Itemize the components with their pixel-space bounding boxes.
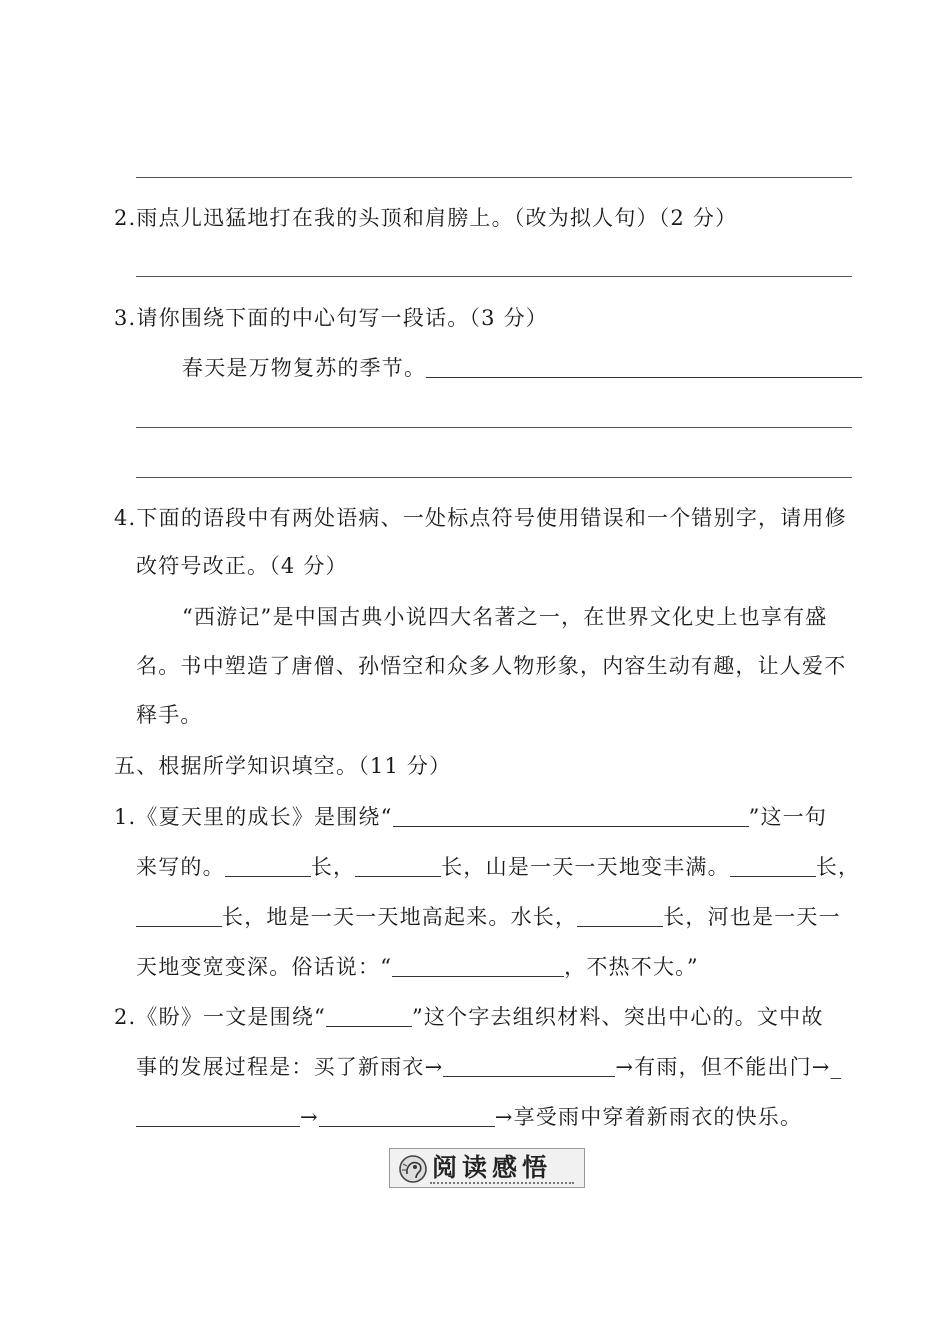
s5-item1-text: 长， (310, 855, 356, 879)
passage-line-2: 名。书中塑造了唐僧、孙悟空和众多人物形象，内容生动有趣，让人爱不 (136, 654, 847, 678)
section-5-heading: 五、根据所学知识填空。（11 分） (114, 754, 452, 778)
s5-item1-text: 长，地是一天一天地高起来。水长， (222, 905, 578, 929)
s5-item1-line4 (136, 953, 699, 981)
answer-line-q3-3 (136, 477, 852, 478)
s5-item2-text: 事的发展过程是：买了新雨衣→ (136, 1055, 444, 1079)
question-2: 2.雨点儿迅猛地打在我的头顶和肩膀上。（改为拟人句）（2 分） (114, 206, 738, 230)
answer-line-q3-1 (426, 357, 862, 378)
fill-blank (136, 906, 222, 927)
badge-label: 阅读感悟 (432, 1153, 553, 1182)
s5-item2-text: →有雨，但不能出门→_ (615, 1055, 843, 1079)
fill-blank (393, 806, 749, 827)
reading-head-icon (398, 1154, 428, 1184)
s5-item1-text: 天地变宽变深。俗话说：“ (136, 955, 393, 979)
fill-blank (225, 856, 311, 877)
s5-item1-text: 长， (815, 855, 861, 879)
reading-section-badge (389, 1148, 585, 1188)
passage-line-3: 释手。 (136, 703, 203, 727)
badge-underline (430, 1182, 574, 1184)
s5-item1-text: 长，河也是一天一 (663, 905, 841, 929)
fill-blank (326, 1006, 412, 1027)
s5-item2-text: →享受雨中穿着新雨衣的快乐。 (494, 1105, 803, 1129)
fill-blank (392, 956, 564, 977)
fill-blank (443, 1056, 615, 1077)
fill-blank (319, 1106, 495, 1127)
fill-blank (355, 856, 441, 877)
s5-item2-line3 (136, 1103, 802, 1131)
center-sentence-text: 春天是万物复苏的季节。 (182, 356, 427, 380)
answer-line-q1 (136, 177, 852, 178)
s5-item2-text: 2.《盼》一文是围绕“ (114, 1005, 326, 1029)
s5-item1-line3 (136, 903, 841, 931)
s5-item1-line2 (136, 853, 860, 881)
s5-item1-text: 1.《夏天里的成长》是围绕“ (114, 805, 393, 829)
question-4-line-1: 4.下面的语段中有两处语病、一处标点符号使用错误和一个错别字，请用修 (114, 506, 847, 530)
s5-item1-text: ”这一句 (748, 805, 828, 829)
s5-item1-text: 长，山是一天一天地变丰满。 (441, 855, 730, 879)
s5-item2-line2 (136, 1053, 842, 1081)
s5-item2-line1 (114, 1003, 824, 1031)
s5-item1-text: 来写的。 (136, 855, 225, 879)
s5-item2-text: ”这个字去组织材料、突出中心的。文中故 (411, 1005, 824, 1029)
fill-blank (577, 906, 663, 927)
fill-blank (730, 856, 816, 877)
passage-line-1: “西游记”是中国古典小说四大名著之一，在世界文化史上也享有盛 (182, 605, 828, 629)
center-sentence (182, 354, 862, 382)
s5-item2-text: → (300, 1105, 319, 1129)
fill-blank (136, 1106, 300, 1127)
question-4-line-2: 改符号改正。（4 分） (136, 554, 348, 578)
answer-line-q3-2 (136, 427, 852, 428)
s5-item1-line1 (114, 803, 827, 831)
question-3: 3.请你围绕下面的中心句写一段话。（3 分） (114, 306, 548, 330)
s5-item1-text: ，不热不大。” (564, 955, 699, 979)
answer-line-q2 (136, 276, 852, 277)
